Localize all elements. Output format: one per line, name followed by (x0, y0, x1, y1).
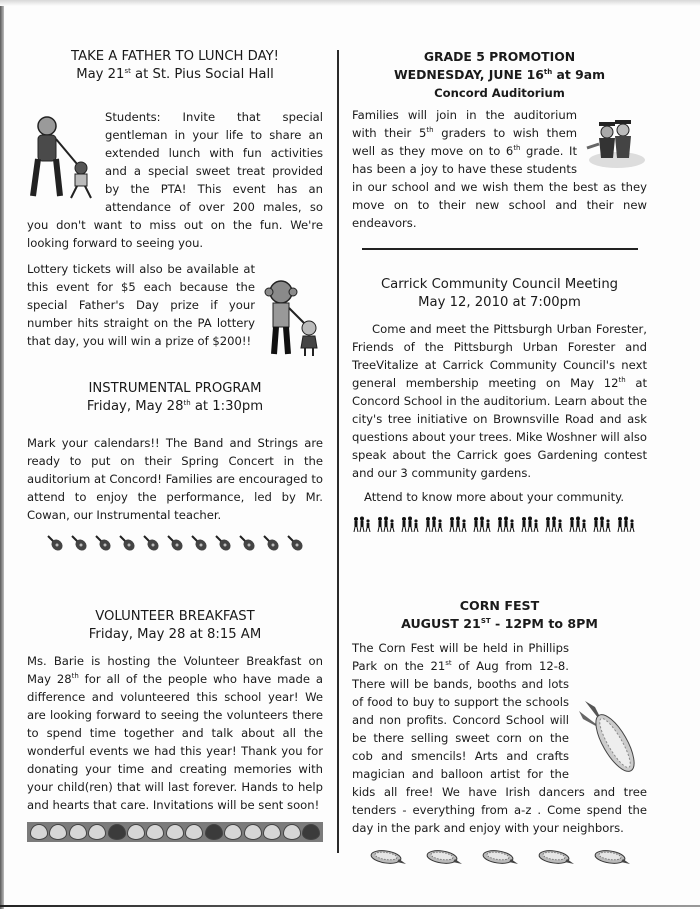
section-separator (362, 248, 638, 250)
people-silhouette-row (352, 516, 647, 536)
heart-hand-icon (302, 824, 320, 840)
instrumental-section (27, 380, 323, 556)
violin-icon (118, 534, 136, 556)
page-binding-edge (0, 0, 4, 909)
corn-icon-row (352, 847, 647, 871)
council-section (352, 276, 647, 536)
instrumental-title: INSTRUMENTAL PROGRAM (88, 381, 262, 396)
father-lunch-date: May 21st at St. Pius Social Hall (76, 67, 274, 82)
volunteer-title: VOLUNTEER BREAKFAST (95, 609, 255, 624)
volunteer-body: Ms. Barie is hosting the Volunteer Breakfast on May 28th for all of the people who have made a difference and volunteered this school year! We are looking forward to seeing the volunteers there to spend time together and talk about all the wonderful events we had this year! Thank you for donating your time and creating memories with your child(ren) that will last forever. Hands to help and hearts that care. Invitations will be sent soon! (27, 654, 323, 812)
people-silhouette-icon (424, 516, 444, 536)
heart-hand-icon (263, 824, 281, 840)
council-title: Carrick Community Council Meeting (380, 277, 619, 292)
people-silhouette-icon (352, 516, 372, 536)
corn-icon (425, 847, 463, 871)
corn-icon (593, 847, 631, 871)
cornfest-title: CORN FEST (459, 598, 540, 613)
cornfest-date: AUGUST 21ST - 12PM to 8PM (401, 616, 598, 631)
graduates-icon (583, 114, 647, 170)
heart-hand-icon (69, 824, 87, 840)
promotion-body: Families will join in the auditorium with their 5th graders to wish them well as they move on to 6th grade. It has been a joy to have these students in our school and we wish them the best as they move on to their new school and their new endeavors. (352, 108, 647, 230)
cornfest-section (352, 597, 647, 871)
violin-icon (46, 534, 64, 556)
violin-icon-row (27, 534, 323, 556)
violin-icon (70, 534, 88, 556)
heart-hand-icon (224, 824, 242, 840)
people-silhouette-icon (592, 516, 612, 536)
people-silhouette-icon (376, 516, 396, 536)
council-body: Come and meet the Pittsburgh Urban Forester, Friends of the Pittsburgh Urban Forester and TreeVitalize at Carrick Community Council's next general membership meeting on May 12th at Concord School in the auditorium. Learn about the city's tree initiative on Brownsville Road and ask questions about your trees. Mike Woshner will also speak about the Carrick goes Gardening contest and our 3 community gardens. (352, 322, 647, 480)
father-lunch-body: Students: Invite that special gentleman in your life to share an extended lunch with fun activities and a special sweet treat provided by the PTA! This event has an attendance of over 200 males, so you don't want to miss out on the fun. We're looking forward to seeing you. (27, 110, 323, 250)
promotion-section (352, 48, 647, 250)
people-silhouette-icon (400, 516, 420, 536)
violin-icon (262, 534, 280, 556)
heart-hand-icon (166, 824, 184, 840)
people-silhouette-icon (496, 516, 516, 536)
hand-heart-border (27, 822, 323, 842)
scan-shadow (0, 0, 700, 6)
people-silhouette-icon (568, 516, 588, 536)
corn-icon (537, 847, 575, 871)
lottery-body: Lottery tickets will also be available at this event for $5 each because the special Father's Day prize if your number hits straight on the PA lottery that day, you will win a prize of $200!! (27, 260, 323, 350)
heart-hand-icon (185, 824, 203, 840)
people-silhouette-icon (616, 516, 636, 536)
heart-hand-icon (244, 824, 262, 840)
corn-cob-icon (575, 697, 647, 777)
heart-hand-icon (146, 824, 164, 840)
cornfest-body: The Corn Fest will be held in Phillips Park on the 21st of Aug from 12-8. There will be bands, booths and lots of food to buy to support the schools and non profits. Concord School will be there selling sweet corn on the cob and smencils! Arts and crafts magician and balloon artist for the kids all free! We have Irish dancers and tree tenders - everything from a-z . Come spend the day in the park and enjoy with your neighbors. (352, 641, 647, 835)
council-closing: Attend to know more about your community. (364, 490, 625, 504)
violin-icon (94, 534, 112, 556)
father-lunch-section (27, 48, 323, 360)
corn-icon (481, 847, 519, 871)
page-bottom-edge (0, 905, 700, 907)
heart-hand-icon (283, 824, 301, 840)
promotion-title: GRADE 5 PROMOTION (423, 49, 576, 64)
violin-icon (238, 534, 256, 556)
promotion-date: WEDNESDAY, JUNE 16th at 9am (393, 67, 606, 82)
column-divider (337, 50, 339, 853)
corn-icon (369, 847, 407, 871)
people-silhouette-icon (472, 516, 492, 536)
promotion-location: Concord Auditorium (434, 86, 565, 100)
heart-hand-icon (88, 824, 106, 840)
violin-icon (142, 534, 160, 556)
people-silhouette-icon (544, 516, 564, 536)
father-child-walking-icon (27, 114, 99, 204)
heart-hand-icon (30, 824, 48, 840)
heart-hand-icon (127, 824, 145, 840)
council-date: May 12, 2010 at 7:00pm (418, 295, 581, 310)
heart-hand-icon (108, 824, 126, 840)
volunteer-section (27, 608, 323, 842)
people-silhouette-icon (448, 516, 468, 536)
people-silhouette-icon (520, 516, 540, 536)
violin-icon (166, 534, 184, 556)
volunteer-date: Friday, May 28 at 8:15 AM (88, 627, 262, 642)
instrumental-date: Friday, May 28th at 1:30pm (86, 399, 264, 414)
father-daughter-icon (261, 278, 323, 360)
father-lunch-title: TAKE A FATHER TO LUNCH DAY! (71, 49, 279, 64)
heart-hand-icon (205, 824, 223, 840)
heart-hand-icon (49, 824, 67, 840)
violin-icon (286, 534, 304, 556)
violin-icon (190, 534, 208, 556)
violin-icon (214, 534, 232, 556)
instrumental-body: Mark your calendars!! The Band and Strings are ready to put on their Spring Concert in the auditorium at Concord! Families are encouraged to attend to enjoy the performance, led by Mr. Cowan, our Instrumental teacher. (27, 436, 323, 522)
